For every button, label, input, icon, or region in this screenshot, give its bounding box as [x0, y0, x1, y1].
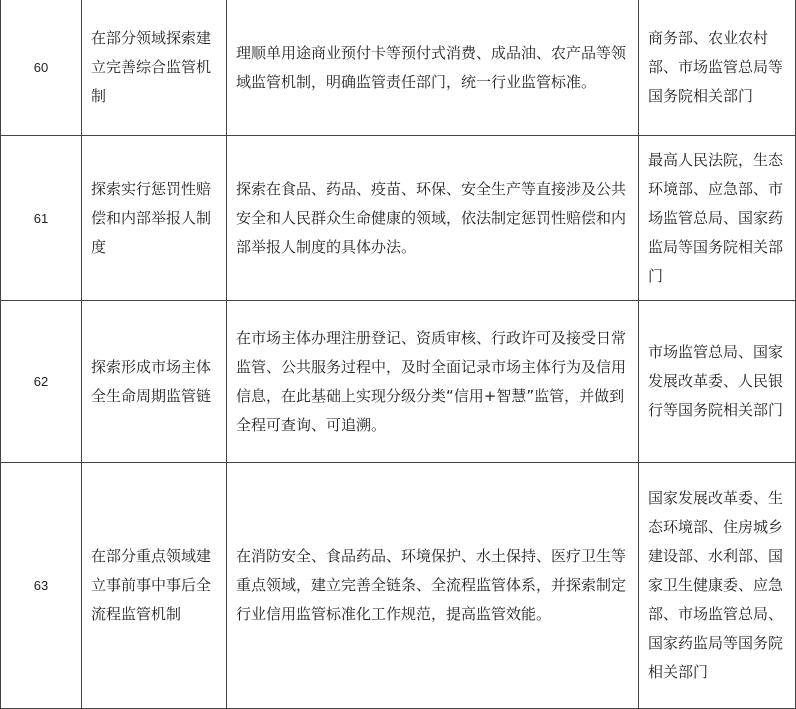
row-number: 62 [1, 301, 82, 463]
measure-cell: 探索在食品、药品、疫苗、环保、安全生产等直接涉及公共安全和人民群众生命健康的领域，依法制定惩罚性赔偿和内部举报人制度的具体办法。 [227, 136, 639, 301]
row-number: 63 [1, 463, 82, 709]
row-number: 61 [1, 136, 82, 301]
table-row [1, 0, 796, 136]
task-cell: 探索实行惩罚性赔偿和内部举报人制度 [82, 136, 227, 301]
row-number: 60 [1, 0, 82, 136]
departments-cell: 商务部、农业农村部、市场监管总局等国务院相关部门 [639, 0, 796, 136]
measure-cell: 在消防安全、食品药品、环境保护、水土保持、医疗卫生等重点领域，建立完善全链条、全流程监管体系，并探索制定行业信用监管标准化工作规范，提高监管效能。 [227, 463, 639, 709]
measure-cell: 理顺单用途商业预付卡等预付式消费、成品油、农产品等领域监管机制，明确监管责任部门，统一行业监管标准。 [227, 0, 639, 136]
table-row [1, 463, 796, 709]
task-cell: 探索形成市场主体全生命周期监管链 [82, 301, 227, 463]
table-row [1, 136, 796, 301]
departments-cell: 国家发展改革委、生态环境部、住房城乡建设部、水利部、国家卫生健康委、应急部、市场监管总局、国家药监局等国务院相关部门 [639, 463, 796, 709]
departments-cell: 市场监管总局、国家发展改革委、人民银行等国务院相关部门 [639, 301, 796, 463]
table-row [1, 301, 796, 463]
measure-cell: 在市场主体办理注册登记、资质审核、行政许可及接受日常监管、公共服务过程中，及时全面记录市场主体行为及信用信息，在此基础上实现分级分类“信用+智慧”监管，并做到全程可查询、可追溯。 [227, 301, 639, 463]
task-cell: 在部分领域探索建立完善综合监管机制 [82, 0, 227, 136]
task-cell: 在部分重点领域建立事前事中事后全流程监管机制 [82, 463, 227, 709]
departments-cell: 最高人民法院，生态环境部、应急部、市场监管总局、国家药监局等国务院相关部门 [639, 136, 796, 301]
